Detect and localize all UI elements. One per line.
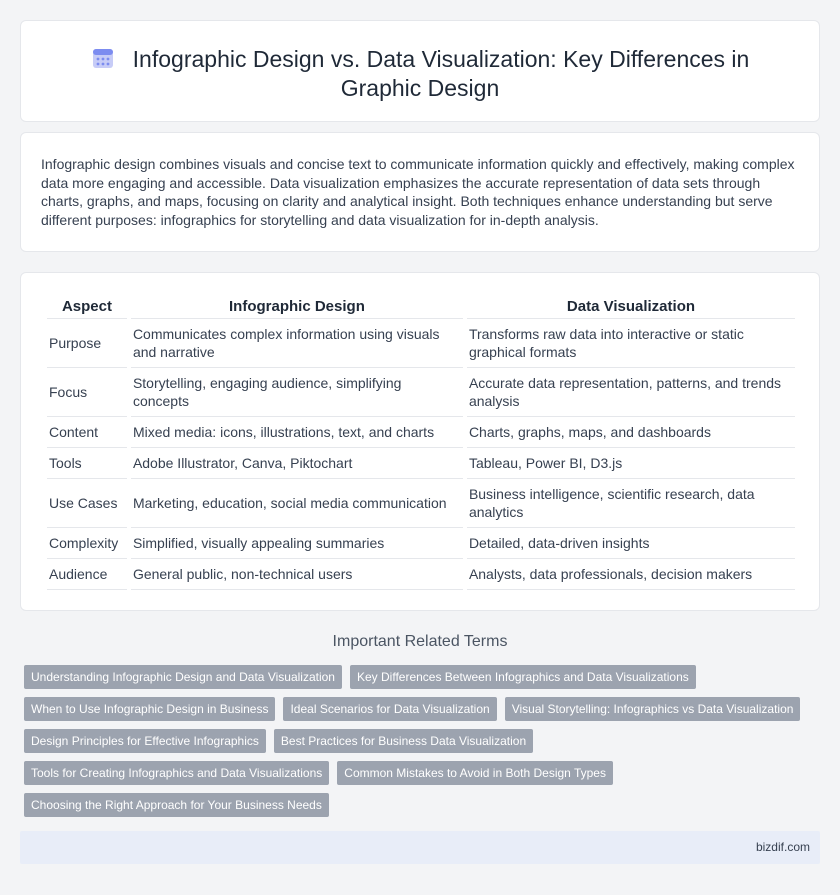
footer	[20, 831, 820, 864]
related-tag[interactable]: Design Principles for Effective Infographics	[24, 729, 266, 753]
related-tag[interactable]: Key Differences Between Infographics and Data Visualizations	[350, 665, 696, 689]
table-row	[47, 559, 795, 590]
cell-aspect: Use Cases	[47, 479, 127, 528]
tag-row	[24, 761, 613, 785]
comparison-card	[20, 272, 820, 611]
header-infographic: Infographic Design	[131, 295, 463, 319]
page-title-wrap	[21, 45, 819, 103]
footer-site[interactable]: bizdif.com	[755, 840, 810, 854]
cell-infographic: Communicates complex information using visuals and narrative	[131, 319, 463, 368]
header-card	[20, 20, 820, 122]
related-tag[interactable]: Choosing the Right Approach for Your Business Needs	[24, 793, 329, 817]
cell-aspect: Purpose	[47, 319, 127, 368]
table-row	[47, 528, 795, 559]
cell-infographic: General public, non-technical users	[131, 559, 463, 590]
related-tag[interactable]: Best Practices for Business Data Visualization	[274, 729, 533, 753]
intro-text: Infographic design combines visuals and concise text to communicate information quickly and effectively, making complex data more engaging and accessible. Data visualization emphasizes the accurate representation of data sets through charts, graphs, and maps, focusing on clarity and analytical insight. Both techniques enhance understanding but serve different purposes: infographics for storytelling and data visualization for in-depth analysis.	[41, 156, 795, 228]
table-row	[47, 319, 795, 368]
related-tag[interactable]: Tools for Creating Infographics and Data Visualizations	[24, 761, 329, 785]
cell-aspect: Content	[47, 417, 127, 448]
cell-dataviz: Detailed, data-driven insights	[467, 528, 795, 559]
intro-card	[20, 132, 820, 252]
tag-row	[24, 665, 696, 689]
table-row	[47, 368, 795, 417]
table-row	[47, 479, 795, 528]
cell-dataviz: Transforms raw data into interactive or static graphical formats	[467, 319, 795, 368]
cell-infographic: Simplified, visually appealing summaries	[131, 528, 463, 559]
tag-row	[24, 793, 329, 817]
cell-aspect: Tools	[47, 448, 127, 479]
cell-dataviz: Accurate data representation, patterns, and trends analysis	[467, 368, 795, 417]
calendar-icon	[91, 46, 115, 70]
cell-aspect: Audience	[47, 559, 127, 590]
cell-aspect: Focus	[47, 368, 127, 417]
cell-dataviz: Analysts, data professionals, decision makers	[467, 559, 795, 590]
table-row	[47, 448, 795, 479]
related-tag[interactable]: Understanding Infographic Design and Data Visualization	[24, 665, 342, 689]
cell-dataviz: Tableau, Power BI, D3.js	[467, 448, 795, 479]
comparison-table	[43, 295, 799, 590]
cell-aspect: Complexity	[47, 528, 127, 559]
related-tag[interactable]: Ideal Scenarios for Data Visualization	[283, 697, 496, 721]
header-aspect: Aspect	[47, 295, 127, 319]
header-dataviz: Data Visualization	[467, 295, 795, 319]
cell-infographic: Storytelling, engaging audience, simplifying concepts	[131, 368, 463, 417]
related-tag[interactable]: When to Use Infographic Design in Business	[24, 697, 275, 721]
table-row	[47, 417, 795, 448]
related-tag[interactable]: Visual Storytelling: Infographics vs Data Visualization	[505, 697, 801, 721]
related-tag[interactable]: Common Mistakes to Avoid in Both Design Types	[337, 761, 613, 785]
cell-infographic: Adobe Illustrator, Canva, Piktochart	[131, 448, 463, 479]
tag-row	[24, 729, 533, 753]
related-terms-title: Important Related Terms	[332, 633, 508, 650]
cell-dataviz: Business intelligence, scientific research, data analytics	[467, 479, 795, 528]
cell-dataviz: Charts, graphs, maps, and dashboards	[467, 417, 795, 448]
tag-row	[24, 697, 800, 721]
page-title: Infographic Design vs. Data Visualization: Key Differences in Graphic Design	[132, 46, 750, 101]
cell-infographic: Mixed media: icons, illustrations, text, and charts	[131, 417, 463, 448]
cell-infographic: Marketing, education, social media communication	[131, 479, 463, 528]
